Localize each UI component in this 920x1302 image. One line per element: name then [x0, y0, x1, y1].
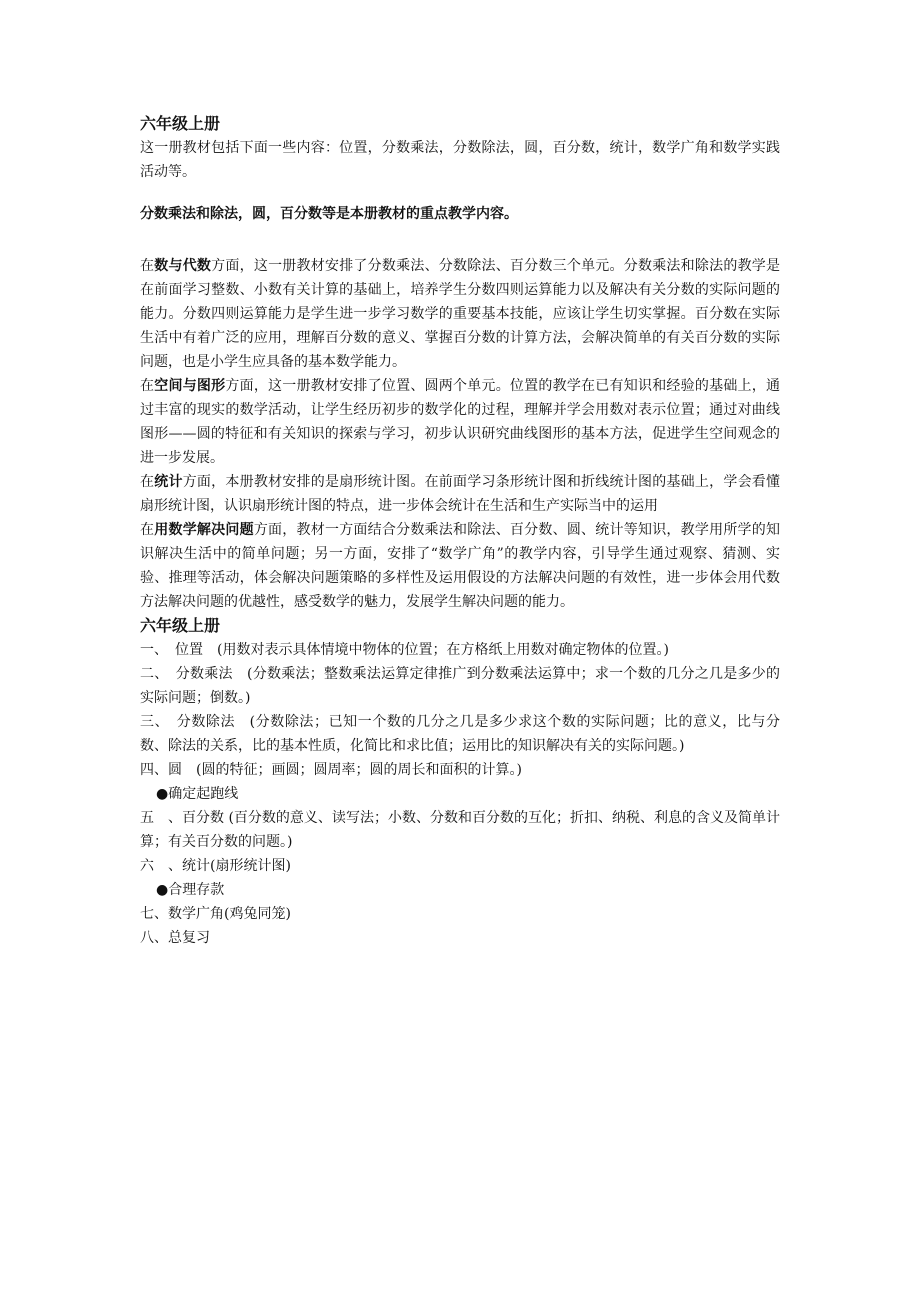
paragraph-text: 方面，这一册教材安排了位置、圆两个单元。位置的教学在已有知识和经验的基础上，通过丰富的现实的数学活动，让学生经历初步的数学化的过程，理解并学会用数对表示位置；通过对曲线图形——圆的特征和有关知识的探索与学习，初步认识研究曲线图形的基本方法，促进学生空间观念的进一步发展。 [140, 378, 781, 466]
keyword-space-shape: 空间与图形 [154, 378, 226, 394]
paragraph-prefix: 在 [140, 378, 155, 394]
paragraph-text: 方面，本册教材安排的是扇形统计图。在前面学习条形统计图和折线统计图的基础上，学会看懂扇形统计图，认识扇形统计图的特点，进一步体会统计在生活和生产实际当中的运用 [140, 474, 781, 514]
emphasis-line: 分数乘法和除法，圆，百分数等是本册教材的重点教学内容。 [140, 206, 518, 222]
section1-title: 六年级上册 [140, 114, 221, 133]
list-item: 五 、百分数 (百分数的意义、读写法；小数、分数和百分数的互化；折扣、纳税、利息的含义及简单计算；有关百分数的问题。) [140, 810, 780, 850]
list-item: 二、 分数乘法 (分数乘法；整数乘法运算定律推广到分数乘法运算中；求一个数的几分之几是多少的实际问题；倒数。) [140, 666, 780, 706]
bullet-item: ●确定起跑线 [156, 786, 239, 802]
paragraph-statistics [140, 470, 780, 518]
paragraph-problem-solving [140, 518, 780, 614]
list-item: 四、圆 (圆的特征；画圆；圆周率；圆的周长和面积的计算。) [140, 762, 522, 778]
keyword-problem-solving: 用数学解决问题 [154, 522, 254, 538]
document-page [140, 112, 780, 950]
intro-paragraph: 这一册教材包括下面一些内容：位置，分数乘法，分数除法，圆，百分数，统计，数学广角和数学实践活动等。 [140, 140, 780, 180]
list-item: 八、总复习 [140, 930, 210, 946]
list-item: 六 、统计(扇形统计图) [140, 858, 291, 874]
bullet-item: ●合理存款 [156, 882, 225, 898]
paragraph-number-algebra [140, 254, 780, 374]
list-item: 七、数学广角(鸡兔同笼) [140, 906, 291, 922]
list-item: 一、 位置 (用数对表示具体情境中物体的位置；在方格纸上用数对确定物体的位置。) [140, 642, 669, 658]
keyword-number-algebra: 数与代数 [154, 258, 212, 274]
paragraph-text: 方面，教材一方面结合分数乘法和除法、百分数、圆、统计等知识，教学用所学的知识解决生活中的简单问题；另一方面，安排了“数学广角”的教学内容，引导学生通过观察、猜测、实验、推理等活动，体会解决问题策略的多样性及运用假设的方法解决问题的有效性，进一步体会用代数方法解决问题的优越性，感受数学的魅力，发展学生解决问题的能力。 [140, 522, 781, 610]
section2-title: 六年级上册 [140, 616, 221, 635]
paragraph-prefix: 在 [140, 522, 155, 538]
list-item: 三、 分数除法 (分数除法；已知一个数的几分之几是多少求这个数的实际问题；比的意义，比与分数、除法的关系，比的基本性质，化简比和求比值；运用比的知识解决有关的实际问题。) [140, 714, 780, 754]
paragraph-prefix: 在 [140, 474, 155, 490]
paragraph-space-shape [140, 374, 780, 470]
keyword-statistics: 统计 [154, 474, 183, 490]
paragraph-prefix: 在 [140, 258, 155, 274]
paragraph-text: 方面，这一册教材安排了分数乘法、分数除法、百分数三个单元。分数乘法和除法的教学是在前面学习整数、小数有关计算的基础上，培养学生分数四则运算能力以及解决有关分数的实际问题的能力。分数四则运算能力是学生进一步学习数学的重要基本技能，应该让学生切实掌握。百分数在实际生活中有着广泛的应用，理解百分数的意义、掌握百分数的计算方法，会解决简单的有关百分数的实际问题，也是小学生应具备的基本数学能力。 [140, 258, 781, 370]
